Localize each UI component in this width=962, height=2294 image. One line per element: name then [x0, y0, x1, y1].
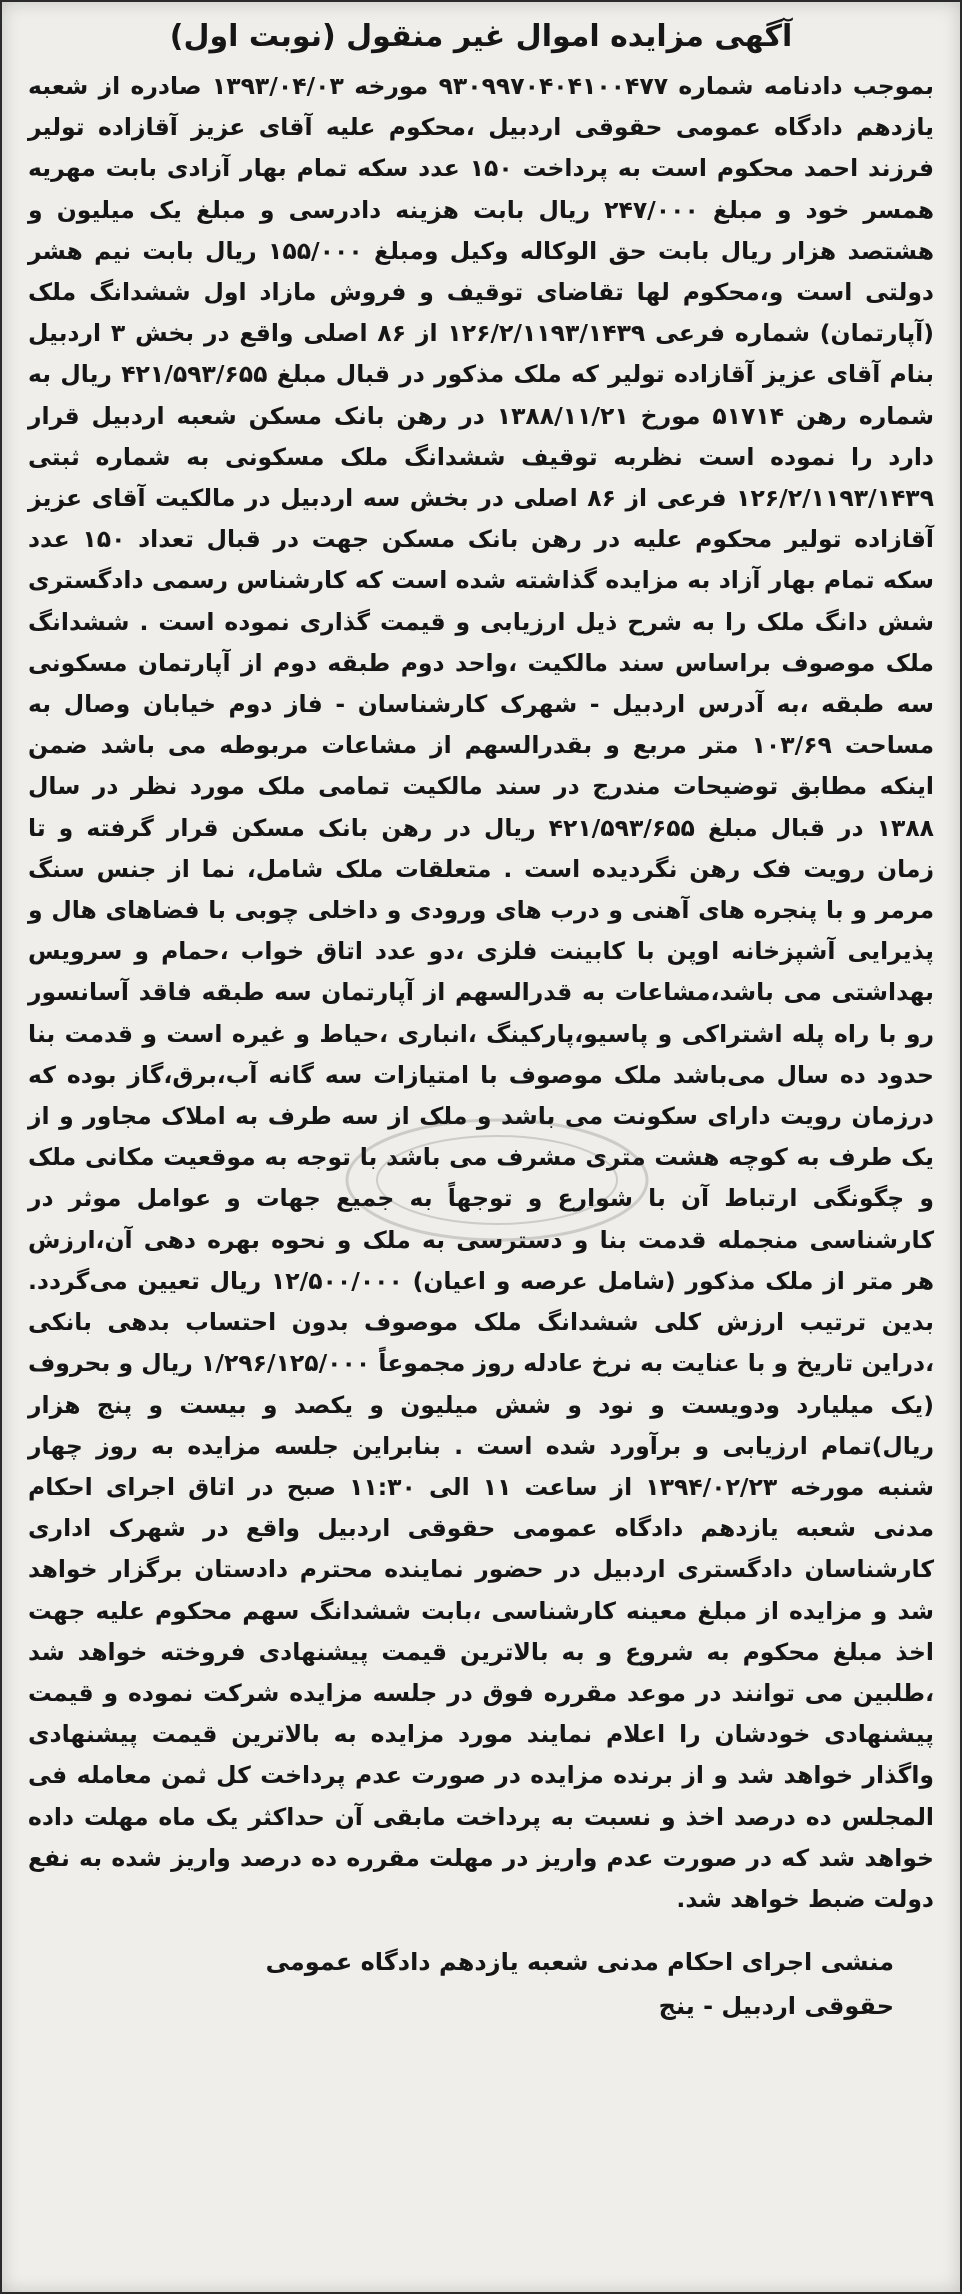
signature-line-1: منشی اجرای احکام مدنی شعبه یازدهم دادگاه عمومی: [265, 1948, 894, 1977]
signature-block: [28, 1940, 934, 2028]
signature-line-2: حقوقی اردبیل - ینج: [658, 1992, 894, 2021]
notice-title: آگهی مزایده اموال غیر منقول (نوبت اول): [169, 19, 793, 54]
notice-body: بموجب دادنامه شماره ۹۳۰۹۹۷۰۴۰۴۱۰۰۴۷۷ مورخه ۱۳۹۳/۰۴/۰۳ صادره از شعبه یازدهم دادگاه عمومی حقوقی اردبیل ،محکوم علیه آقای عزیز آقازاده تولیر فرزند احمد محکوم است به پرداخت ۱۵۰ عدد سکه تمام بهار آزادی بابت مهریه همسر خود و مبلغ ۲۴۷/۰۰۰ ریال بابت هزینه دادرسی و مبلغ یک میلیون و هشتصد هزار ریال بابت حق الوکاله وکیل ومبلغ ۱۵۵/۰۰۰ ریال بابت نیم هشر دولتی است و،محکوم لها تقاضای توقیف و فروش مازاد اول ششدانگ ملک (آپارتمان) شماره فرعی ۱۲۶/۲/۱۱۹۳/۱۴۳۹ از ۸۶ اصلی واقع در بخش ۳ اردبیل بنام آقای عزیز آقازاده تولیر که ملک مذکور در قبال مبلغ ۴۲۱/۵۹۳/۶۵۵ ریال به شماره رهن ۵۱۷۱۴ مورخ ۱۳۸۸/۱۱/۲۱ در رهن بانک مسکن شعبه اردبیل قرار دارد را نموده است نظربه توقیف ششدانگ ملک مسکونی به شماره ثبتی ۱۲۶/۲/۱۱۹۳/۱۴۳۹ فرعی از ۸۶ اصلی در بخش سه اردبیل در مالکیت آقای عزیز آقازاده تولیر محکوم علیه در رهن بانک مسکن جهت در قبال تعداد ۱۵۰ عدد سکه تمام بهار آزاد به مزایده گذاشته شده است که کارشناس رسمی دادگستری شش دانگ ملک را به شرح ذیل ارزیابی و قیمت گذاری نموده است . ششدانگ ملک موصوف براساس سند مالکیت ،واحد دوم طبقه دوم از آپارتمان مسکونی سه طبقه ،به آدرس اردبیل - شهرک کارشناسان - فاز دوم خیابان وصال به مساحت ۱۰۳/۶۹ متر مربع و بقدرالسهم از مشاعات مربوطه می باشد ضمن اینکه مطابق توضیحات مندرج در سند مالکیت تمامی ملک مورد نظر در سال ۱۳۸۸ در قبال مبلغ ۴۲۱/۵۹۳/۶۵۵ ریال در رهن بانک مسکن قرار گرفته و تا زمان رویت فک رهن نگردیده است . متعلقات ملک شامل، نما از جنس سنگ مرمر و با پنجره های آهنی و درب های ورودی و داخلی چوبی با فضاهای هال و پذیرایی آشپزخانه اوپن با کابینت فلزی ،دو عدد اتاق خواب ،حمام و سرویس بهداشتی می باشد،مشاعات به قدرالسهم از آپارتمان سه طبقه فاقد آسانسور رو با راه پله اشتراکی و پاسیو،پارکینگ ،انباری ،حیاط و غیره است و قدمت بنا حدود ده سال می‌باشد ملک موصوف با امتیازات سه گانه آب،برق،گاز بوده که درزمان رویت دارای سکونت می باشد و ملک از سه طرف به املاک مجاور و از یک طرف به کوچه هشت متری مشرف می باشد با توجه به موقعیت مکانی ملک و چگونگی ارتباط آن با شوارع و توجهاً به جمیع جهات و عوامل موثر در کارشناسی منجمله قدمت بنا و دسترسی به ملک و نحوه بهره دهی آن،ارزش هر متر از ملک مذکور (شامل عرصه و اعیان) ۱۲/۵۰۰/۰۰۰ ریال تعیین می‌گردد. بدین ترتیب ارزش کلی ششدانگ ملک موصوف بدون احتساب بدهی بانکی ،دراین تاریخ و با عنایت به نرخ عادله روز مجموعاً ۱/۲۹۶/۱۲۵/۰۰۰ ریال و بحروف (یک میلیارد ودویست و نود و شش میلیون و یکصد و بیست و پنج هزار ریال)تمام ارزیابی و برآورد شده است . بنابراین جلسه مزایده به روز چهار شنبه مورخه ۱۳۹۴/۰۲/۲۳ از ساعت ۱۱ الی ۱۱:۳۰ صبح در اتاق اجرای احکام مدنی شعبه یازدهم دادگاه عمومی حقوقی اردبیل واقع در شهرک اداری کارشناسان دادگستری اردبیل در حضور نماینده محترم دادستان برگزار خواهد شد و مزایده از مبلغ معینه کارشناسی ،بابت ششدانگ سهم محکوم علیه جهت اخذ مبلغ محکوم به شروع و به بالاترین قیمت پیشنهادی فروخته خواهد شد ،طلبین می توانند در موعد مقرره فوق در جلسه مزایده شرکت نموده و قیمت پیشنهادی خودشان را اعلام نمایند مورد مزایده به بالاترین قیمت پیشنهادی واگذار خواهد شد و از برنده مزایده در صورت عدم پرداخت کل ثمن معامله فی المجلس ده درصد اخذ و نسبت به پرداخت مابقی آن حداکثر یک ماه مهلت داده خواهد شد که در صورت عدم واریز در مهلت مقرره ده درصد واریز شده به نفع دولت ضبط خواهد شد.: [28, 72, 935, 1913]
